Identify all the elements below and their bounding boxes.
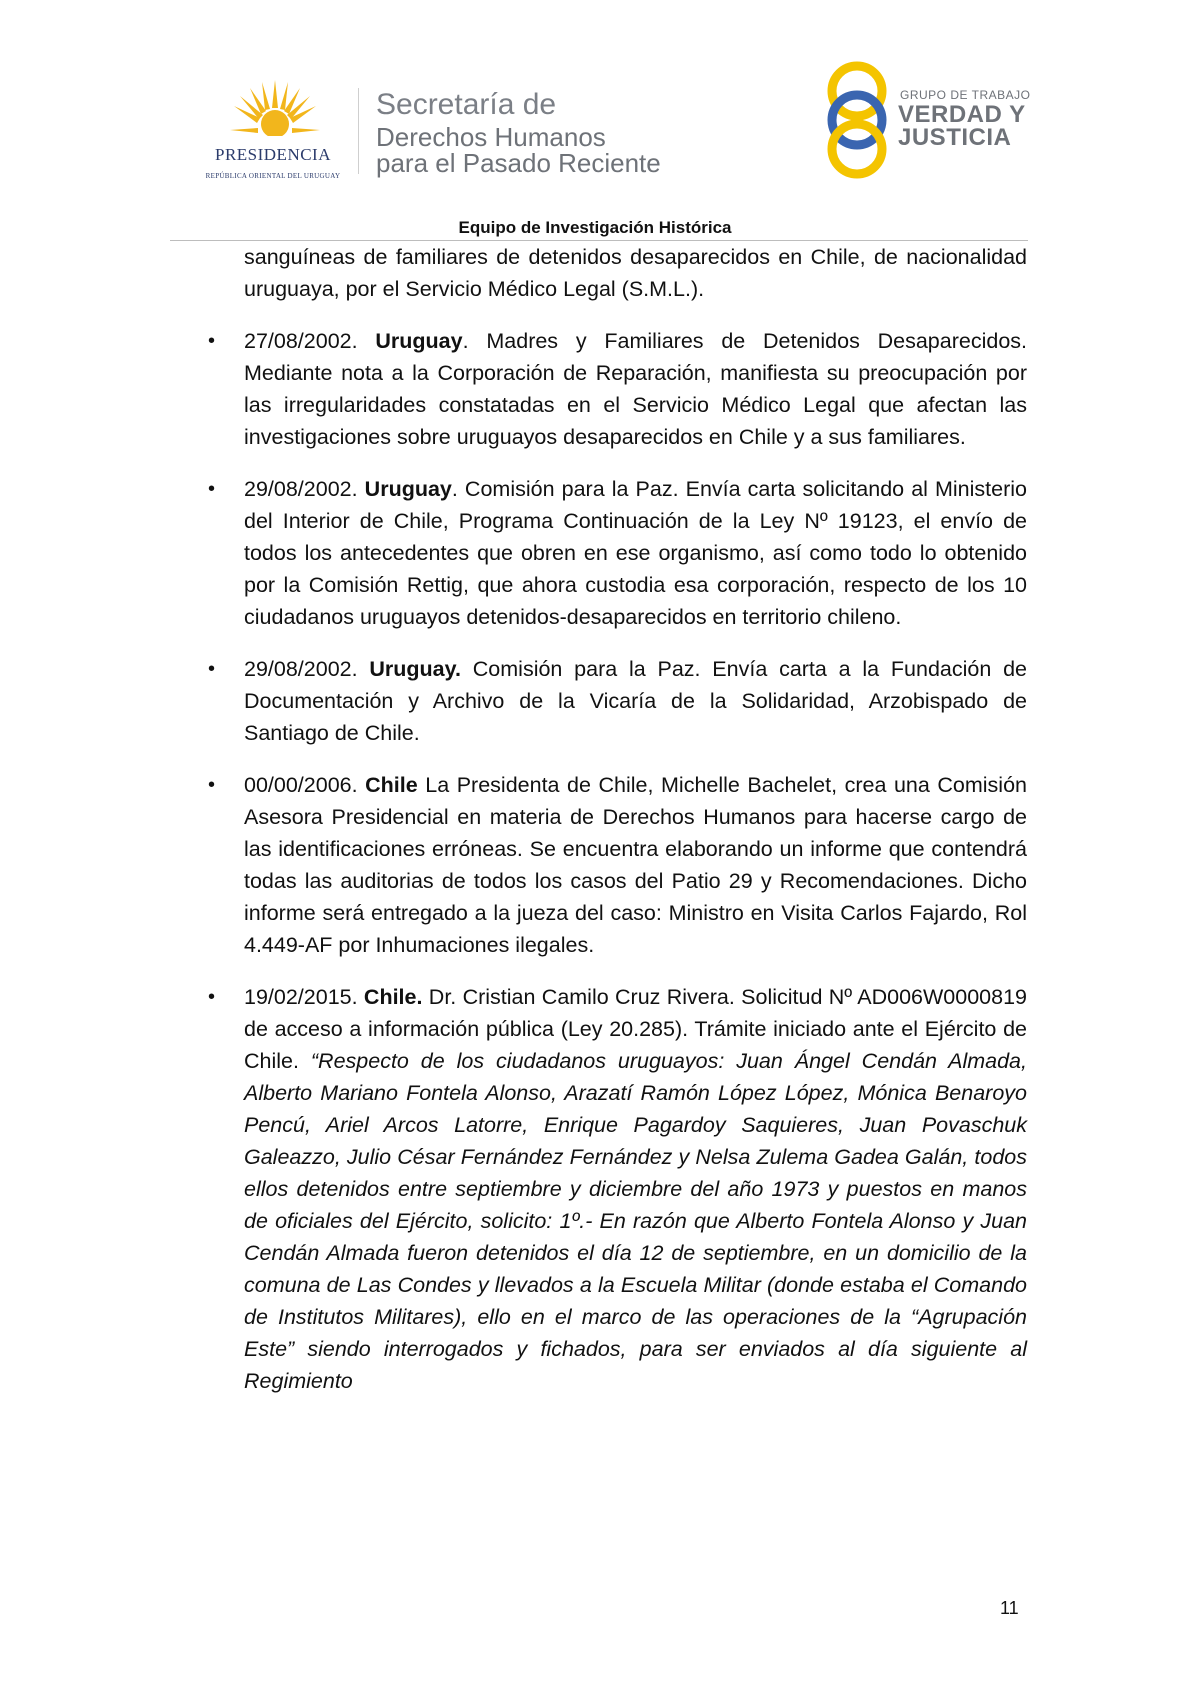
secretaria-line-3: para el Pasado Reciente [376,148,661,178]
list-item [208,769,1027,961]
presidencia-label: PRESIDENCIA [214,145,331,164]
bullet-icon: • [208,658,216,680]
page-number: 11 [1000,1598,1019,1618]
bullet-icon: • [208,774,216,796]
item-quote: “Respecto de los ciudadanos uruguayos: Juan Ángel Cendán Almada, Alberto Mariano Fontela Alonso, Arazatí Ramón López López, Mónica Benaroyo Pencú, Ariel Arcos Latorre, Enrique Pagardoy Saquieres, Juan Povaschuk Galeazzo, Julio César Fernández Fernández y Nelsa Zulema Gadea Galán, todos ellos detenidos entre septiembre y diciembre del año 1973 y puestos en manos de oficiales del Ejército, solicito: 1º.- En razón que Alberto Fontela Alonso y Juan Cendán Almada fueron detenidos el día 12 de septiembre, en un domicilio de la comuna de Las Condes y llevados a la Escuela Militar (donde estaba el Comando de Institutos Militares), ello en el marco de las operaciones de la “Agrupación Este” siendo interrogados y fichados, para ser enviados al día siguiente al Regimiento [244,1049,1027,1393]
item-text: Comisión para la Paz. Envía carta a la Fundación de Documentación y Archivo de la Vicaría de la Solidaridad, Arzobispado de Santiago de Chile. [244,657,1027,745]
item-date: 27/08/2002. [244,329,358,353]
verdad-justicia-rings-logo [820,58,894,182]
verdad-y-label: VERDAD Y [898,101,1026,128]
item-country: Uruguay. [369,657,461,681]
item-date: 19/02/2015. [244,985,358,1009]
list-item [208,653,1027,749]
document-body [208,241,1027,1397]
grupo-trabajo-label: GRUPO DE TRABAJO [900,88,1031,102]
item-text: . Madres y Familiares de Detenidos Desaparecidos. Mediante nota a la Corporación de Reparación, manifiesta su preocupación por las irregularidades constatadas en el Servicio Médico Legal que afectan las investigaciones sobre uruguayos desaparecidos en Chile y a sus familiares. [244,329,1027,449]
secretaria-line-1: Secretaría de [376,88,557,121]
item-text: Dr. Cristian Camilo Cruz Rivera. Solicitud Nº AD006W0000819 de acceso a información pública (Ley 20.285). Trámite iniciado ante el Ejército de Chile. [244,985,1027,1073]
bullet-icon: • [208,986,216,1008]
item-country: Chile. [363,985,423,1009]
secretaria-line-2: Derechos Humanos [376,122,606,152]
item-date: 00/00/2006. [244,773,358,797]
item-date: 29/08/2002. [244,657,358,681]
bullet-icon: • [208,478,216,500]
item-country: Uruguay [364,477,452,501]
presidencia-sublabel: REPÚBLICA ORIENTAL DEL URUGUAY [205,172,341,180]
bullet-icon: • [208,330,216,352]
page-header [0,0,1190,240]
item-date: 29/08/2002. [244,477,358,501]
continuation-paragraph: sanguíneas de familiares de detenidos desaparecidos en Chile, de nacionalidad uruguaya, por el Servicio Médico Legal (S.M.L.). [244,245,1027,301]
department-title: Equipo de Investigación Histórica [458,218,732,237]
list-item [208,473,1027,633]
justicia-label: JUSTICIA [898,124,1012,151]
list-item [208,981,1027,1397]
item-country: Chile [365,773,418,797]
presidencia-sun-logo [230,78,320,144]
header-divider [358,88,359,174]
item-country: Uruguay [375,329,463,353]
list-item [208,325,1027,453]
item-text: . Comisión para la Paz. Envía carta solicitando al Ministerio del Interior de Chile, Programa Continuación de la Ley Nº 19123, el envío de todos los antecedentes que obren en ese organismo, así como todo lo obtenido por la Comisión Rettig, que ahora custodia esa corporación, respecto de los 10 ciudadanos uruguayos detenidos-desaparecidos en territorio chileno. [244,477,1027,629]
item-text: La Presidenta de Chile, Michelle Bachelet, crea una Comisión Asesora Presidencial en materia de Derechos Humanos para hacerse cargo de las identificaciones erróneas. Se encuentra elaborando un informe que contendrá todas las auditorias de todos los casos del Patio 29 y Recomendaciones. Dicho informe será entregado a la jueza del caso: Ministro en Visita Carlos Fajardo, Rol 4.449-AF por Inhumaciones ilegales. [244,773,1027,957]
